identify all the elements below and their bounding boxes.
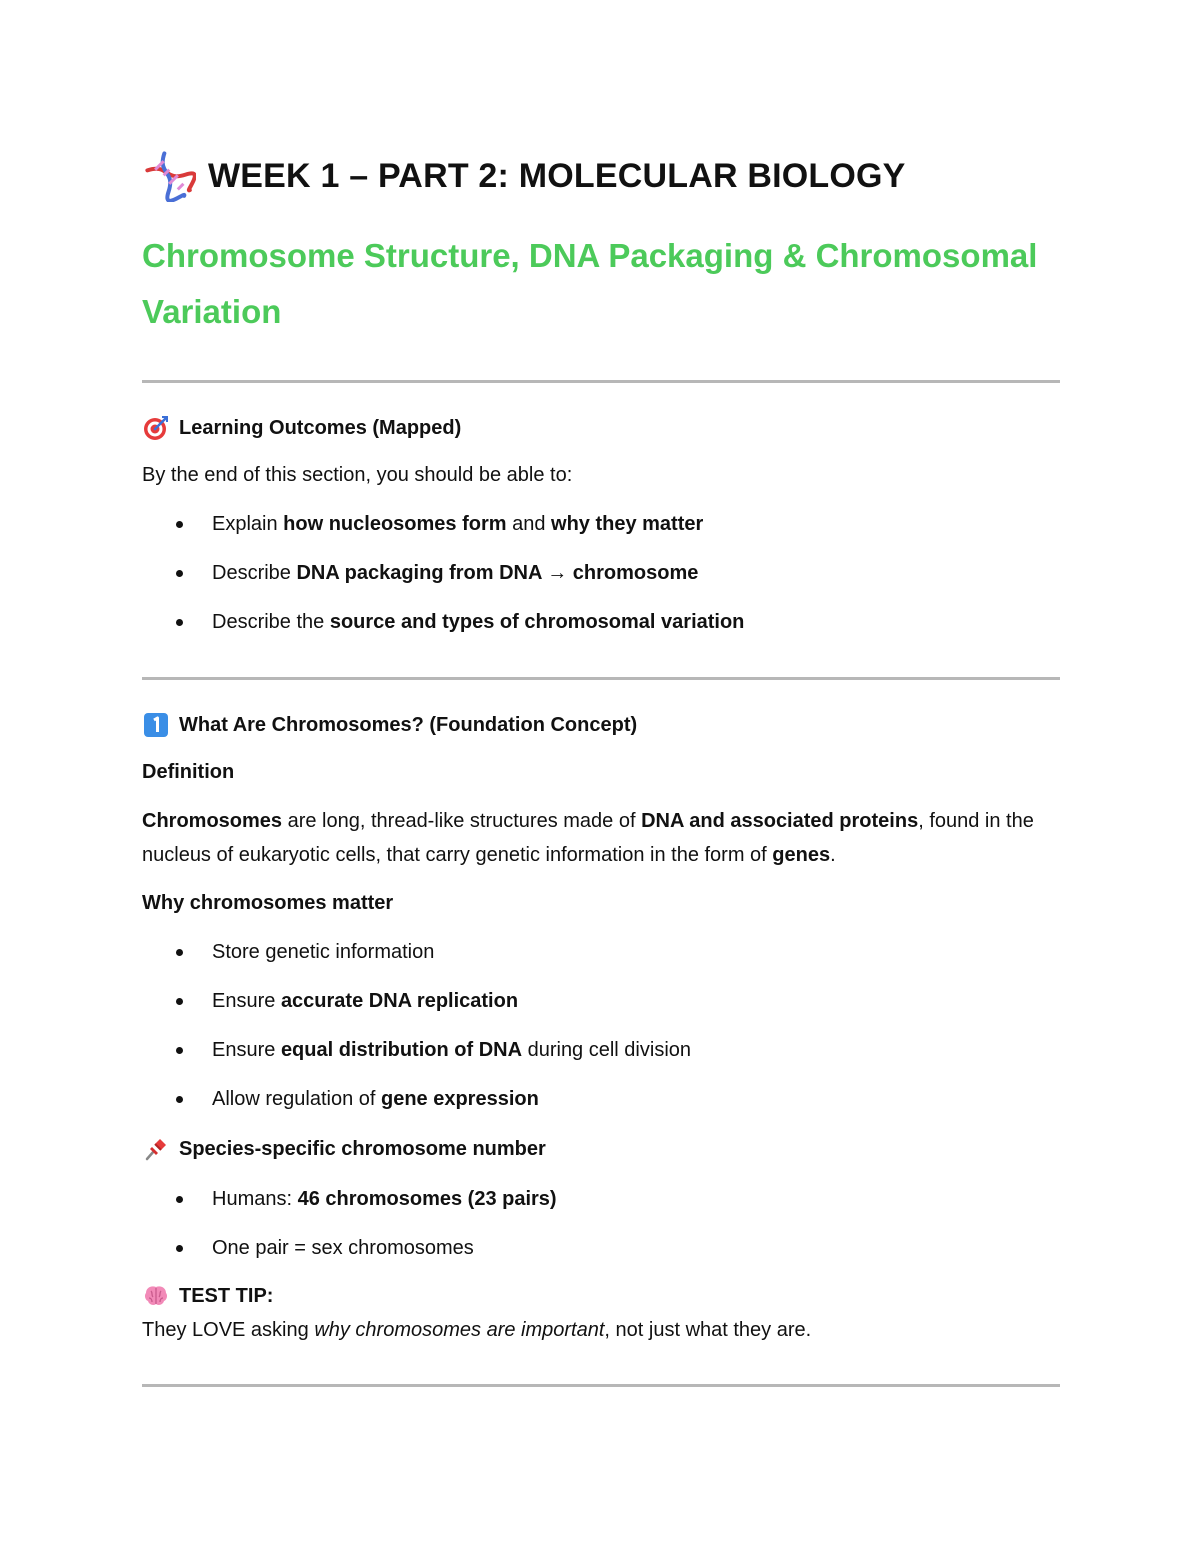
outcomes-intro: By the end of this section, you should be able to: xyxy=(142,464,573,486)
section1-heading-text: What Are Chromosomes? (Foundation Concept) xyxy=(179,713,638,736)
document-content xyxy=(142,148,1062,1387)
definition-text: Chromosomes are long, thread-like structures made of DNA and associated proteins, found in the nucleus of eukaryotic cells, that carry genetic information in the form of genes. xyxy=(142,810,1034,866)
learning-outcomes-heading-text: Learning Outcomes (Mapped) xyxy=(179,416,462,439)
species-list xyxy=(142,1182,1062,1265)
test-tip-heading xyxy=(142,1281,1062,1311)
divider xyxy=(142,1384,1060,1387)
list-item: Store genetic information xyxy=(142,935,1062,969)
section1-heading xyxy=(142,710,1062,740)
list-item: Explain how nucleosomes form and why they matter xyxy=(142,507,1062,541)
list-item: One pair = sex chromosomes xyxy=(142,1231,1062,1265)
why-list xyxy=(142,935,1062,1116)
list-item: Describe the source and types of chromosomal variation xyxy=(142,605,1062,639)
divider xyxy=(142,380,1060,383)
list-item: Humans: 46 chromosomes (23 pairs) xyxy=(142,1182,1062,1216)
page-subtitle: Chromosome Structure, DNA Packaging & Chromosomal Variation xyxy=(142,237,1038,330)
keycap-one-icon xyxy=(143,712,169,738)
page-title-text: WEEK 1 – PART 2: MOLECULAR BIOLOGY xyxy=(208,156,906,195)
target-icon xyxy=(143,415,169,441)
why-label: Why chromosomes matter xyxy=(142,892,394,914)
learning-outcomes-heading xyxy=(142,413,1062,443)
test-tip-text: They LOVE asking why chromosomes are important, not just what they are. xyxy=(142,1319,812,1341)
species-heading-text: Species-specific chromosome number xyxy=(179,1137,546,1160)
list-item: Ensure accurate DNA replication xyxy=(142,984,1062,1018)
list-item: Describe DNA packaging from DNA → chromosome xyxy=(142,556,1062,590)
divider xyxy=(142,677,1060,680)
test-tip-heading-text: TEST TIP: xyxy=(179,1284,274,1307)
definition-label: Definition xyxy=(142,761,235,783)
list-item: Allow regulation of gene expression xyxy=(142,1082,1062,1116)
brain-icon xyxy=(143,1283,169,1309)
species-heading xyxy=(142,1134,1062,1164)
pushpin-icon xyxy=(143,1136,169,1162)
page-title xyxy=(142,148,1062,204)
list-item: Ensure equal distribution of DNA during cell division xyxy=(142,1033,1062,1067)
dna-icon xyxy=(144,150,196,202)
outcomes-list xyxy=(142,507,1062,639)
